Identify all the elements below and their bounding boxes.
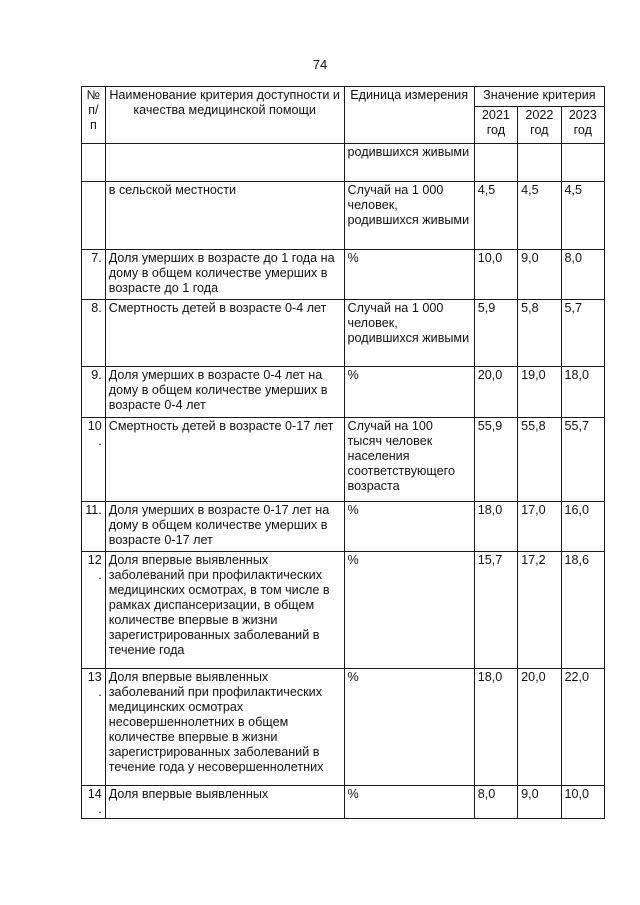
unit-cell: % bbox=[344, 786, 474, 819]
unit-cell: Случай на 1 000 человек, родившихся живыми bbox=[344, 300, 474, 367]
value-2021: 15,7 bbox=[474, 552, 517, 669]
value-2023: 5,7 bbox=[561, 300, 604, 367]
row-number: 12. bbox=[82, 552, 106, 669]
header-criterion-name: Наименование критерия доступности и качества медицинской помощи bbox=[105, 87, 344, 144]
value-2022: 19,0 bbox=[518, 367, 561, 418]
table-row bbox=[82, 250, 605, 300]
criterion-name: Доля умерших в возрасте 0-4 лет на дому в общем количестве умерших в возрасте 0-4 лет bbox=[105, 367, 344, 418]
value-2022: 4,5 bbox=[518, 182, 561, 250]
row-number: 14. bbox=[82, 786, 106, 819]
value-2021: 5,9 bbox=[474, 300, 517, 367]
row-number: 7. bbox=[82, 250, 106, 300]
value-2022: 9,0 bbox=[518, 786, 561, 819]
value-2021: 18,0 bbox=[474, 502, 517, 552]
value-2023 bbox=[561, 144, 604, 182]
criterion-name: в сельской местности bbox=[105, 182, 344, 250]
criterion-name: Доля впервые выявленных заболеваний при профилактических медицинских осмотрах несовершеннолетних в общем количестве впервые в жизни зарегистрированных заболеваний в течение года у несовершеннолетних bbox=[105, 669, 344, 786]
table-row bbox=[82, 418, 605, 502]
value-2021: 55,9 bbox=[474, 418, 517, 502]
row-number: 8. bbox=[82, 300, 106, 367]
row-number: 10. bbox=[82, 418, 106, 502]
criteria-table bbox=[81, 86, 605, 819]
table-row bbox=[82, 669, 605, 786]
value-2023: 18,6 bbox=[561, 552, 604, 669]
unit-cell: % bbox=[344, 250, 474, 300]
header-year-2022: 2022 год bbox=[518, 107, 561, 144]
header-number: № п/п bbox=[82, 87, 106, 144]
value-2022: 9,0 bbox=[518, 250, 561, 300]
table-header bbox=[82, 87, 605, 144]
unit-cell: % bbox=[344, 367, 474, 418]
criterion-name: Доля умерших в возрасте до 1 года на дому в общем количестве умерших в возрасте до 1 года bbox=[105, 250, 344, 300]
value-2023: 8,0 bbox=[561, 250, 604, 300]
value-2022: 5,8 bbox=[518, 300, 561, 367]
value-2021: 8,0 bbox=[474, 786, 517, 819]
header-year-2021: 2021 год bbox=[474, 107, 517, 144]
value-2023: 4,5 bbox=[561, 182, 604, 250]
table-row bbox=[82, 182, 605, 250]
header-year-2023: 2023 год bbox=[561, 107, 604, 144]
page-number: 74 bbox=[312, 57, 328, 72]
unit-cell: % bbox=[344, 669, 474, 786]
table-row bbox=[82, 300, 605, 367]
value-2023: 22,0 bbox=[561, 669, 604, 786]
value-2022: 20,0 bbox=[518, 669, 561, 786]
header-unit: Единица измерения bbox=[344, 87, 474, 144]
header-criterion-value: Значение критерия bbox=[474, 87, 604, 107]
row-number: 11. bbox=[82, 502, 106, 552]
criterion-name bbox=[105, 144, 344, 182]
table-row bbox=[82, 502, 605, 552]
value-2021: 18,0 bbox=[474, 669, 517, 786]
criterion-name: Доля впервые выявленных bbox=[105, 786, 344, 819]
row-number: 9. bbox=[82, 367, 106, 418]
row-number bbox=[82, 144, 106, 182]
value-2023: 16,0 bbox=[561, 502, 604, 552]
table-body bbox=[82, 144, 605, 819]
value-2022: 55,8 bbox=[518, 418, 561, 502]
value-2022: 17,2 bbox=[518, 552, 561, 669]
row-number bbox=[82, 182, 106, 250]
unit-cell: родившихся живыми bbox=[344, 144, 474, 182]
criterion-name: Доля впервые выявленных заболеваний при профилактических медицинских осмотрах, в том числе в рамках диспансеризации, в общем количестве впервые в жизни зарегистрированных заболеваний в течение года bbox=[105, 552, 344, 669]
table-row bbox=[82, 786, 605, 819]
value-2023: 10,0 bbox=[561, 786, 604, 819]
value-2023: 55,7 bbox=[561, 418, 604, 502]
value-2021 bbox=[474, 144, 517, 182]
unit-cell: % bbox=[344, 502, 474, 552]
unit-cell: Случай на 1 000 человек, родившихся живыми bbox=[344, 182, 474, 250]
unit-cell: Случай на 100 тысяч человек населения соответствующего возраста bbox=[344, 418, 474, 502]
criterion-name: Смертность детей в возрасте 0-4 лет bbox=[105, 300, 344, 367]
criterion-name: Доля умерших в возрасте 0-17 лет на дому в общем количестве умерших в возрасте 0-17 лет bbox=[105, 502, 344, 552]
value-2022 bbox=[518, 144, 561, 182]
value-2021: 4,5 bbox=[474, 182, 517, 250]
row-number: 13. bbox=[82, 669, 106, 786]
table-row bbox=[82, 367, 605, 418]
table-row bbox=[82, 144, 605, 182]
value-2022: 17,0 bbox=[518, 502, 561, 552]
unit-cell: % bbox=[344, 552, 474, 669]
table-row bbox=[82, 552, 605, 669]
value-2021: 20,0 bbox=[474, 367, 517, 418]
value-2023: 18,0 bbox=[561, 367, 604, 418]
criterion-name: Смертность детей в возрасте 0-17 лет bbox=[105, 418, 344, 502]
value-2021: 10,0 bbox=[474, 250, 517, 300]
